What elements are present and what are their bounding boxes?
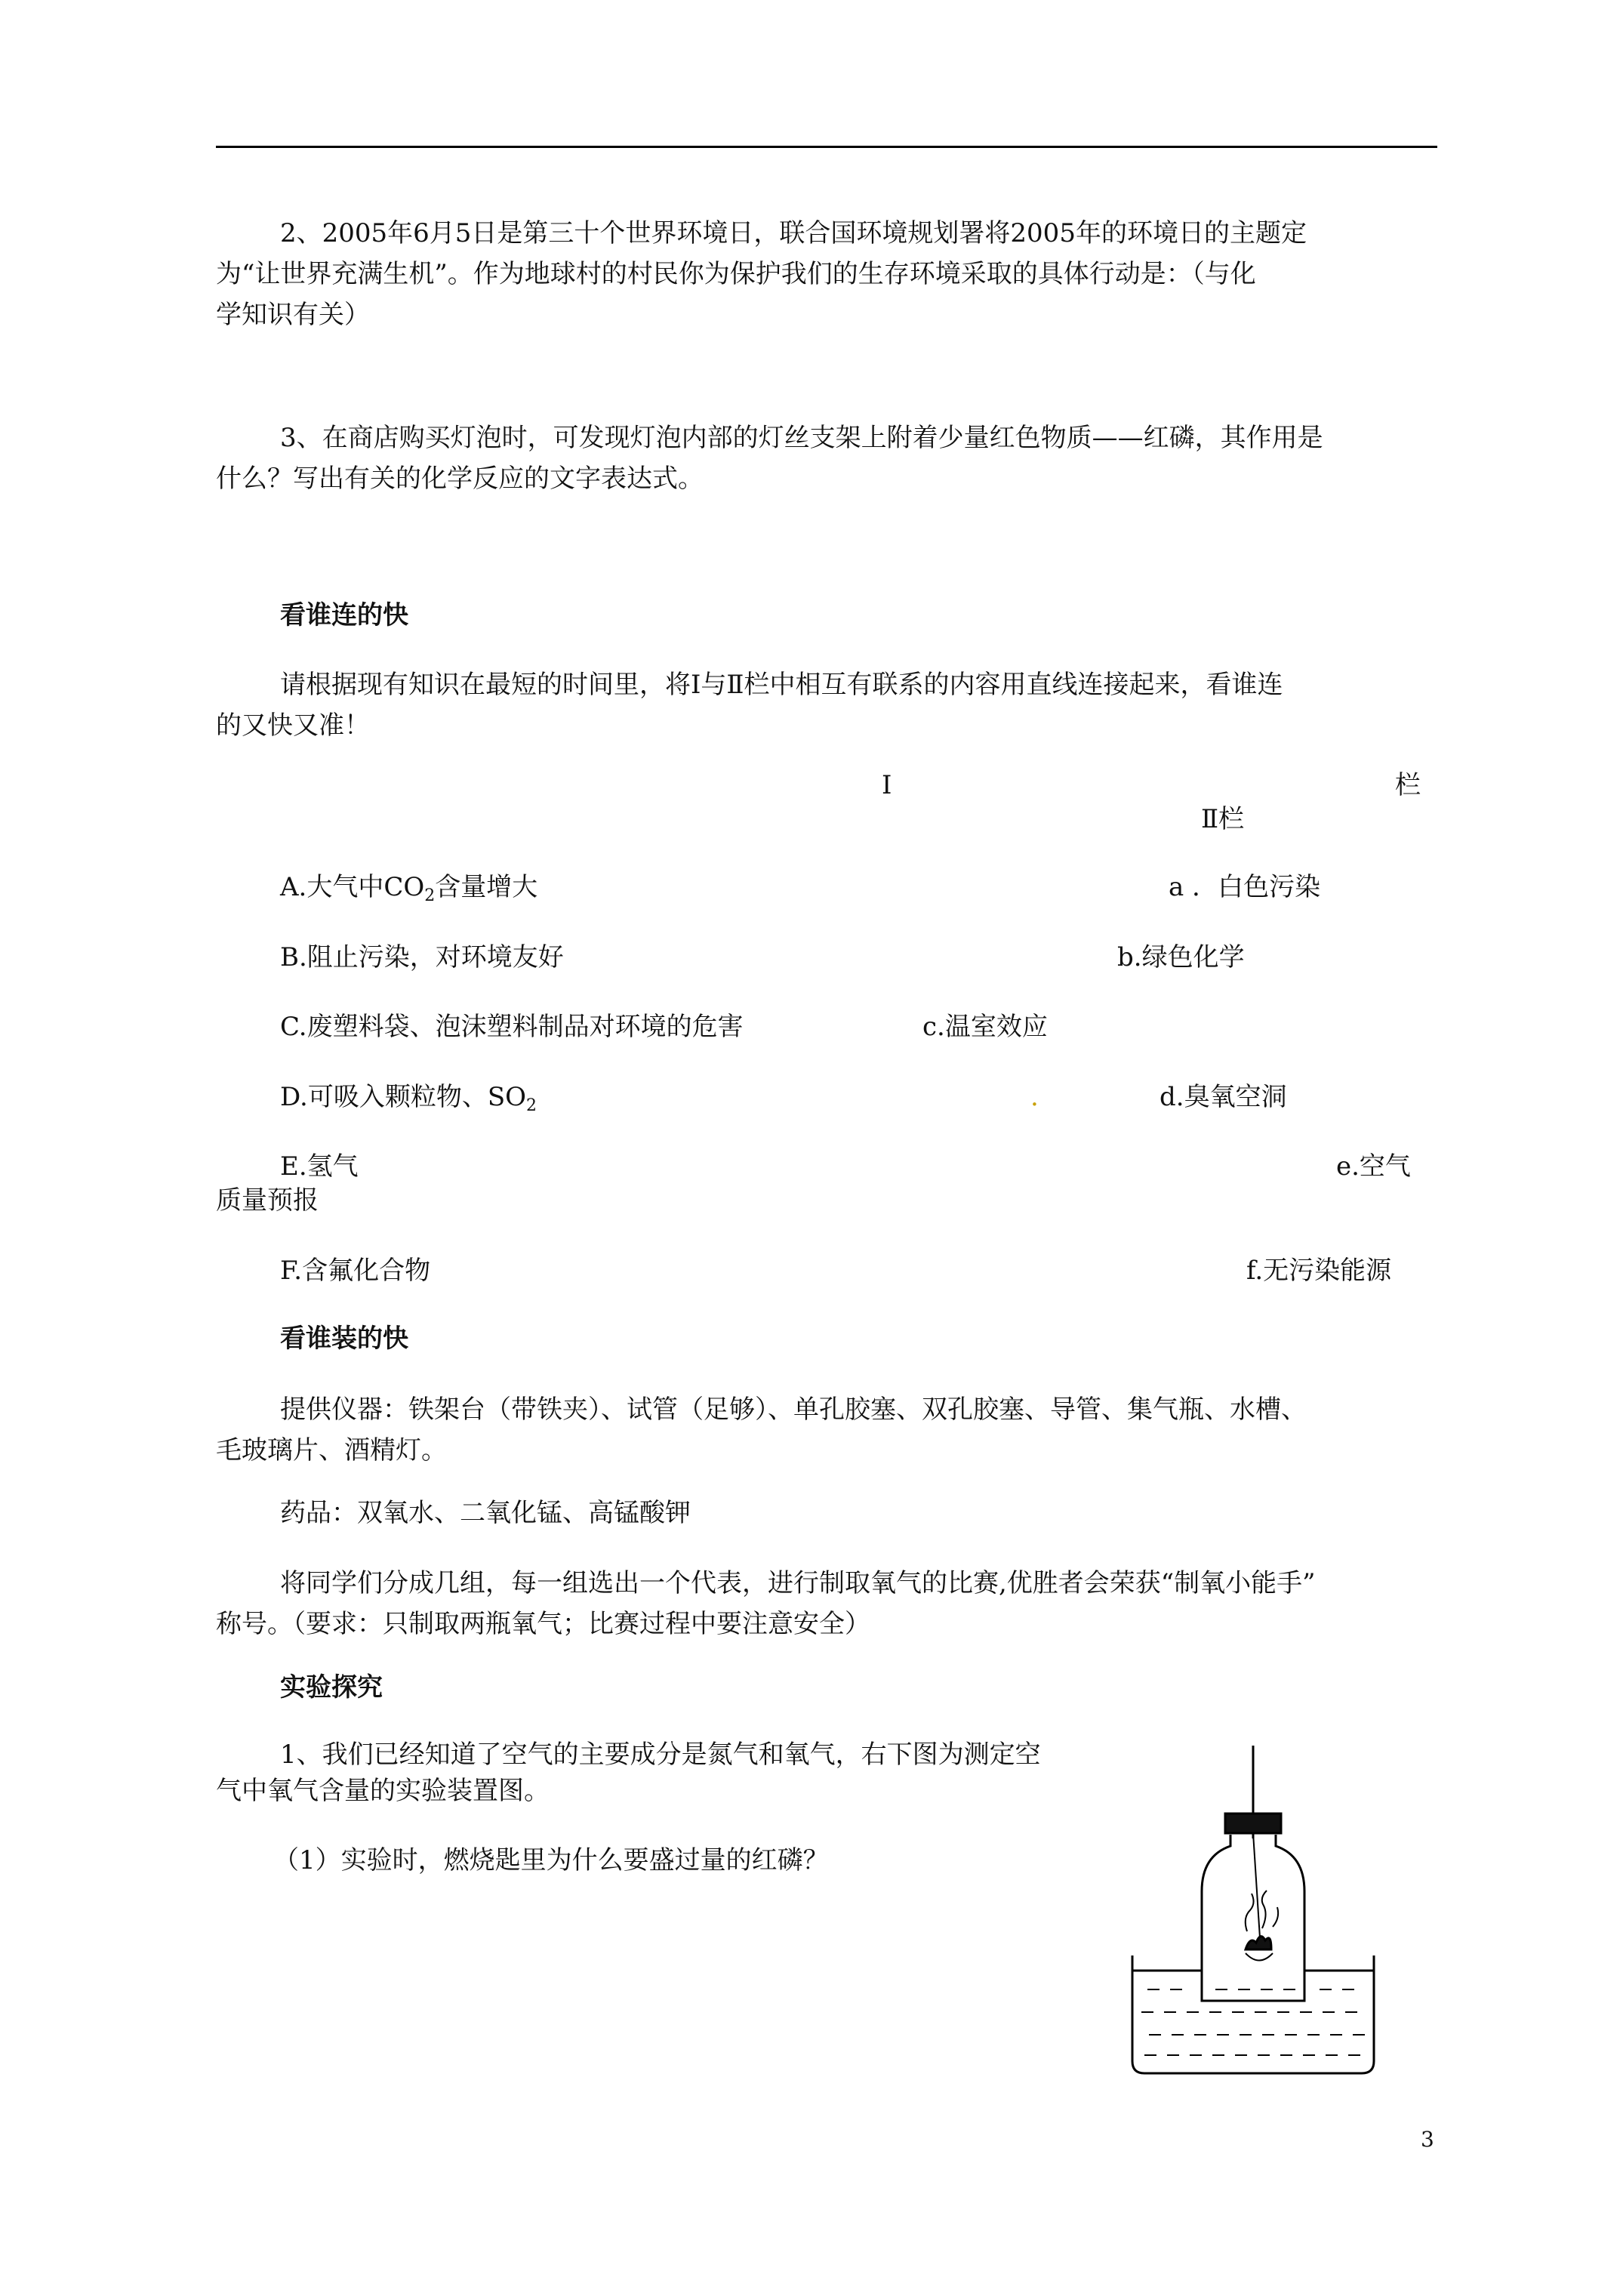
matching-intro: [216, 664, 1437, 746]
section-title-experiment: 实验探究: [280, 1672, 383, 1703]
contest-line: 称号。（要求：只制取两瓶氧气；比赛过程中要注意安全）: [216, 1609, 870, 1639]
question-3: [216, 418, 1437, 499]
right-item-d: d.臭氧空洞: [1160, 1082, 1287, 1112]
contest-rules: [216, 1563, 1437, 1644]
right-item-e-wrap: 质量预报: [216, 1185, 319, 1216]
matching-intro-line: 请根据现有知识在最短的时间里，将Ⅰ与Ⅱ栏中相互有联系的内容用直线连接起来，看谁连: [280, 670, 1283, 700]
section-title-matching: 看谁连的快: [280, 600, 408, 630]
header-rule: [216, 146, 1437, 148]
experiment-question-1-1: （1）实验时，燃烧匙里为什么要盛过量的红磷？: [273, 1845, 829, 1875]
section-title-assembly: 看谁装的快: [280, 1324, 408, 1354]
apparatus-figure: [1117, 1729, 1389, 2091]
right-item-e: e.空气: [1336, 1151, 1411, 1182]
left-item-c: C.废塑料袋、泡沫塑料制品对环境的危害: [280, 1012, 744, 1042]
stray-dot: .: [1030, 1082, 1039, 1112]
left-item-d: D.可吸入颗粒物、$SO_2$: [280, 1082, 537, 1115]
experiment-question-1-line: 气中氧气含量的实验装置图。: [216, 1776, 550, 1806]
drugs-list: 药品：双氧水、二氧化锰、高锰酸钾: [280, 1498, 691, 1528]
left-item-e: E.氢气: [280, 1151, 359, 1182]
column-2-header: Ⅱ栏: [1201, 804, 1245, 834]
question-2-line: 2、2005年6月5日是第三十个世界环境日，联合国环境规划署将2005年的环境日的主题定: [280, 218, 1307, 248]
question-3-line: 什么？写出有关的化学反应的文字表达式。: [216, 464, 704, 494]
experiment-question-1: [216, 1737, 1041, 1809]
question-2: [216, 213, 1437, 335]
right-item-c: c.温室效应: [922, 1012, 1048, 1042]
page-number: 3: [1421, 2127, 1434, 2152]
stopper: [1225, 1814, 1281, 1833]
question-3-line: 3、在商店购买灯泡时，可发现灯泡内部的灯丝支架上附着少量红色物质——红磷，其作用是: [280, 423, 1323, 453]
left-item-b: B.阻止污染，对环境友好: [280, 942, 564, 972]
question-2-line: 学知识有关）: [216, 300, 370, 330]
instruments-list: [216, 1389, 1437, 1471]
right-item-b: b.绿色化学: [1117, 942, 1245, 972]
bottle: [1202, 1835, 1304, 2001]
contest-line: 将同学们分成几组，每一组选出一个代表，进行制取氧气的比赛,优胜者会荣获“制氧小能手”: [280, 1568, 1316, 1598]
left-item-a: A.大气中$CO_2$含量增大: [280, 872, 538, 905]
column-1-suffix: 栏: [1395, 770, 1421, 800]
right-item-a: a ．白色污染: [1169, 872, 1321, 902]
matching-intro-line: 的又快又准！: [216, 710, 370, 741]
question-2-line: 为“让世界充满生机”。作为地球村的村民你为保护我们的生存环境采取的具体行动是：（与化: [216, 259, 1256, 289]
right-item-f: f.无污染能源: [1246, 1256, 1392, 1286]
left-item-f: F.含氟化合物: [280, 1256, 431, 1286]
instruments-line: 毛玻璃片、酒精灯。: [216, 1435, 447, 1465]
experiment-question-1-line: 1、我们已经知道了空气的主要成分是氮气和氧气，右下图为测定空: [280, 1740, 1041, 1770]
instruments-line: 提供仪器：铁架台（带铁夹）、试管（足够）、单孔胶塞、双孔胶塞、导管、集气瓶、水槽、: [280, 1395, 1307, 1425]
column-1-mark: Ⅰ: [882, 770, 892, 800]
